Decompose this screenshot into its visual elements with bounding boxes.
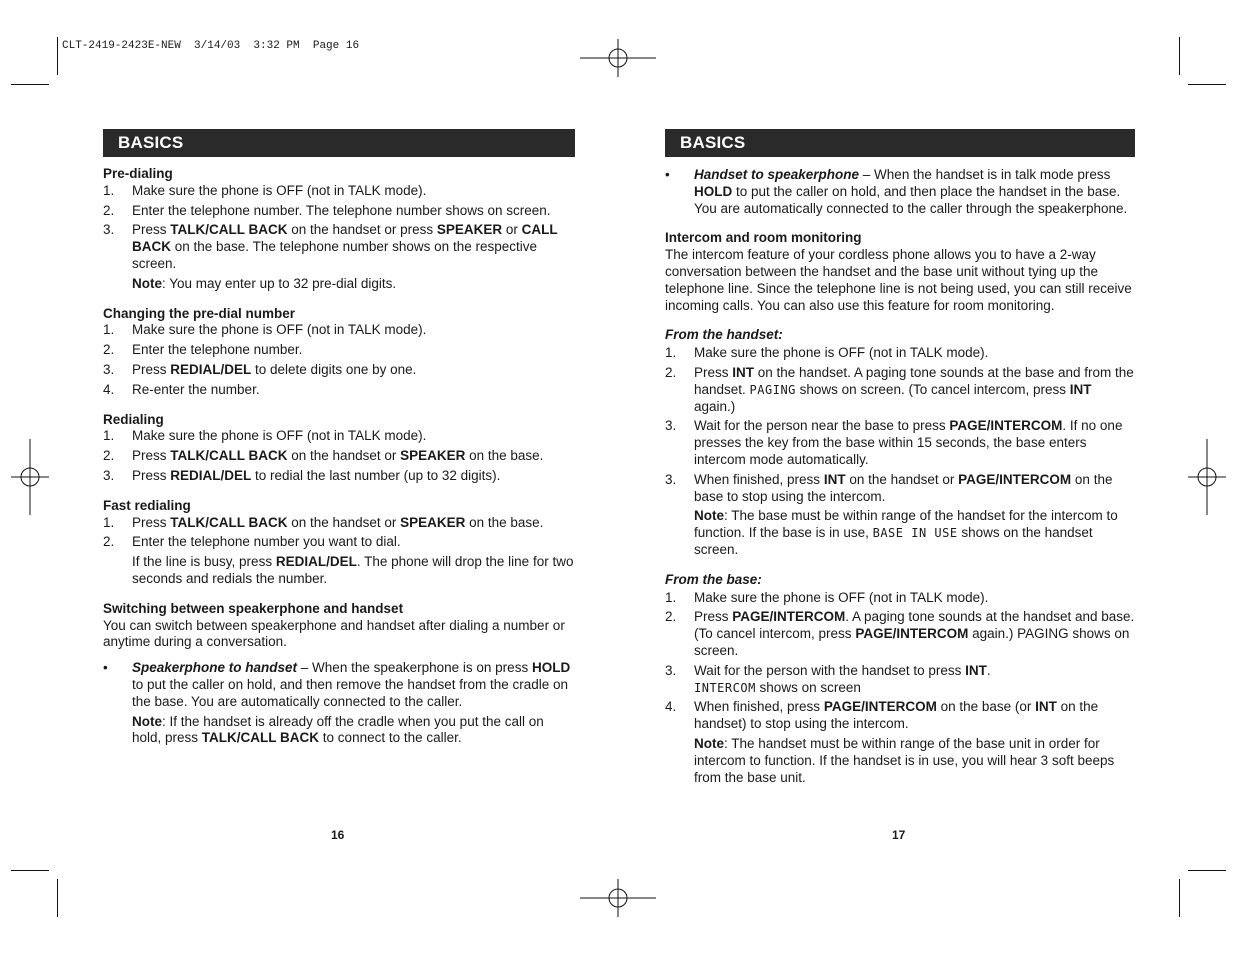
registration-mark-icon [580, 879, 656, 917]
list-item: • Handset to speakerphone – When the handset is in talk mode press HOLD to put the caller on hold, and then place the handset in the base. You are automatically connected to the caller through the speakerphone. [665, 167, 1128, 216]
right-content [665, 167, 1135, 786]
list-item: 2. Enter the telephone number you want to dial. [103, 534, 401, 550]
page-number: 16 [331, 828, 345, 842]
left-page [103, 129, 575, 747]
heading-changing-pre-dial: Changing the pre-dial number [103, 305, 296, 321]
crop-mark [11, 870, 49, 871]
list-item: 3. Press REDIAL/DEL to redial the last number (up to 32 digits). [103, 467, 501, 483]
heading-from-base: From the base: [665, 571, 762, 587]
list-item: 3. Wait for the person near the base to press PAGE/INTERCOM. If no one presses the key from the base within 15 seconds, the base enters intercom mode automatically. [665, 418, 1123, 467]
page-number: 17 [892, 828, 906, 842]
list-item: 3. Press REDIAL/DEL to delete digits one by one. [103, 361, 417, 377]
pre-dialing-steps [103, 183, 575, 273]
list-item: 2. Press TALK/CALL BACK on the handset or SPEAKER on the base. [103, 448, 544, 464]
registration-mark-icon [1188, 439, 1226, 515]
crop-mark [1188, 84, 1226, 85]
switching-bullets [103, 660, 575, 710]
lcd-text: PAGING [749, 382, 796, 397]
list-item: • Speakerphone to handset – When the speakerphone is on press HOLD to put the caller on hold, and then remove the handset from the cradle on the base. You are automatically connected to the caller. [103, 660, 571, 709]
list-item: 1. Make sure the phone is OFF (not in TALK mode). [103, 322, 427, 338]
list-item: 1. Make sure the phone is OFF (not in TALK mode). [665, 589, 989, 605]
registration-mark-icon [11, 439, 49, 515]
list-item: 2. Press PAGE/INTERCOM. A paging tone sounds at the handset and base. (To cancel intercom, press PAGE/INTERCOM again.) PAGING shows on screen. [665, 609, 1135, 658]
note: Note: You may enter up to 32 pre-dial digits. [132, 275, 397, 291]
registration-mark-icon [580, 39, 656, 77]
crop-mark [11, 84, 49, 85]
note: Note: If the handset is already off the cradle when you put the call on hold, press TALK/CALL BACK to connect to the caller. [132, 713, 544, 746]
fast-redialing-steps [103, 515, 575, 552]
changing-steps [103, 322, 575, 398]
list-item: 4. Re-enter the number. [103, 381, 260, 397]
list-item: 3. When finished, press INT on the handset or PAGE/INTERCOM on the base to stop using the intercom. [665, 471, 1113, 504]
note: Note: The base must be within range of the handset for the intercom to function. If the base is in use, BASE IN USE shows on the handset screen. [694, 508, 1118, 557]
heading-redialing: Redialing [103, 411, 164, 427]
crop-mark [57, 37, 58, 75]
redialing-steps [103, 428, 575, 484]
list-item: 1. Make sure the phone is OFF (not in TALK mode). [103, 182, 427, 198]
list-item: 2. Enter the telephone number. [103, 342, 303, 358]
bullet-icon: • [103, 660, 108, 676]
heading-pre-dialing: Pre-dialing [103, 166, 173, 181]
left-content [103, 166, 575, 747]
crop-mark [1188, 870, 1226, 871]
handset-to-speaker-bullets [665, 167, 1135, 217]
right-page [665, 129, 1135, 786]
intercom-intro: The intercom feature of your cordless phone allows you to have a 2-way conversation between the handset and the base unit without tying up the telephone line. Since the telephone line is not being used, you can still receive incoming calls. You can also use this feature for room monitoring. [665, 247, 1132, 313]
list-item: 2. Press INT on the handset. A paging tone sounds at the base and from the handset. PAGING shows on screen. (To cancel intercom, press INT again.) [665, 364, 1134, 414]
list-item: 1. Press TALK/CALL BACK on the handset or SPEAKER on the base. [103, 514, 544, 530]
from-base-steps [665, 590, 1135, 733]
from-handset-steps [665, 345, 1135, 505]
busy-line-note: If the line is busy, press REDIAL/DEL. The phone will drop the line for two seconds and redials the number. [132, 554, 574, 586]
crop-mark [57, 879, 58, 917]
crop-mark [1179, 37, 1180, 75]
section-header: BASICS [665, 129, 1135, 157]
heading-intercom: Intercom and room monitoring [665, 230, 862, 246]
section-header: BASICS [103, 129, 575, 157]
list-item: 3. Press TALK/CALL BACK on the handset or press SPEAKER or CALL BACK on the base. The telephone number shows on the respective screen. [103, 222, 558, 271]
heading-from-handset: From the handset: [665, 327, 783, 343]
list-item: 3. Wait for the person with the handset to press INT. INTERCOM shows on screen [665, 662, 991, 695]
list-item: 1. Make sure the phone is OFF (not in TALK mode). [665, 345, 989, 361]
list-item: 4. When finished, press PAGE/INTERCOM on the base (or INT on the handset) to stop using the intercom. [665, 699, 1099, 732]
switching-intro: You can switch between speakerphone and handset after dialing a number or anytime during a conversation. [103, 617, 565, 650]
lcd-text: INTERCOM [694, 680, 756, 695]
crop-mark [1179, 879, 1180, 917]
list-item: 1. Make sure the phone is OFF (not in TALK mode). [103, 428, 427, 444]
lcd-text: BASE IN USE [872, 526, 958, 541]
print-slug: CLT-2419-2423E-NEW 3/14/03 3:32 PM Page 16 [62, 40, 360, 52]
heading-switching: Switching between speakerphone and handset [103, 600, 404, 616]
bullet-icon: • [665, 167, 670, 182]
heading-fast-redialing: Fast redialing [103, 497, 191, 513]
note: Note: The handset must be within range of the base unit in order for intercom to function. If the handset is in use, you will hear 3 soft beeps from the base unit. [694, 735, 1115, 785]
list-item: 2. Enter the telephone number. The telephone number shows on screen. [103, 202, 551, 218]
